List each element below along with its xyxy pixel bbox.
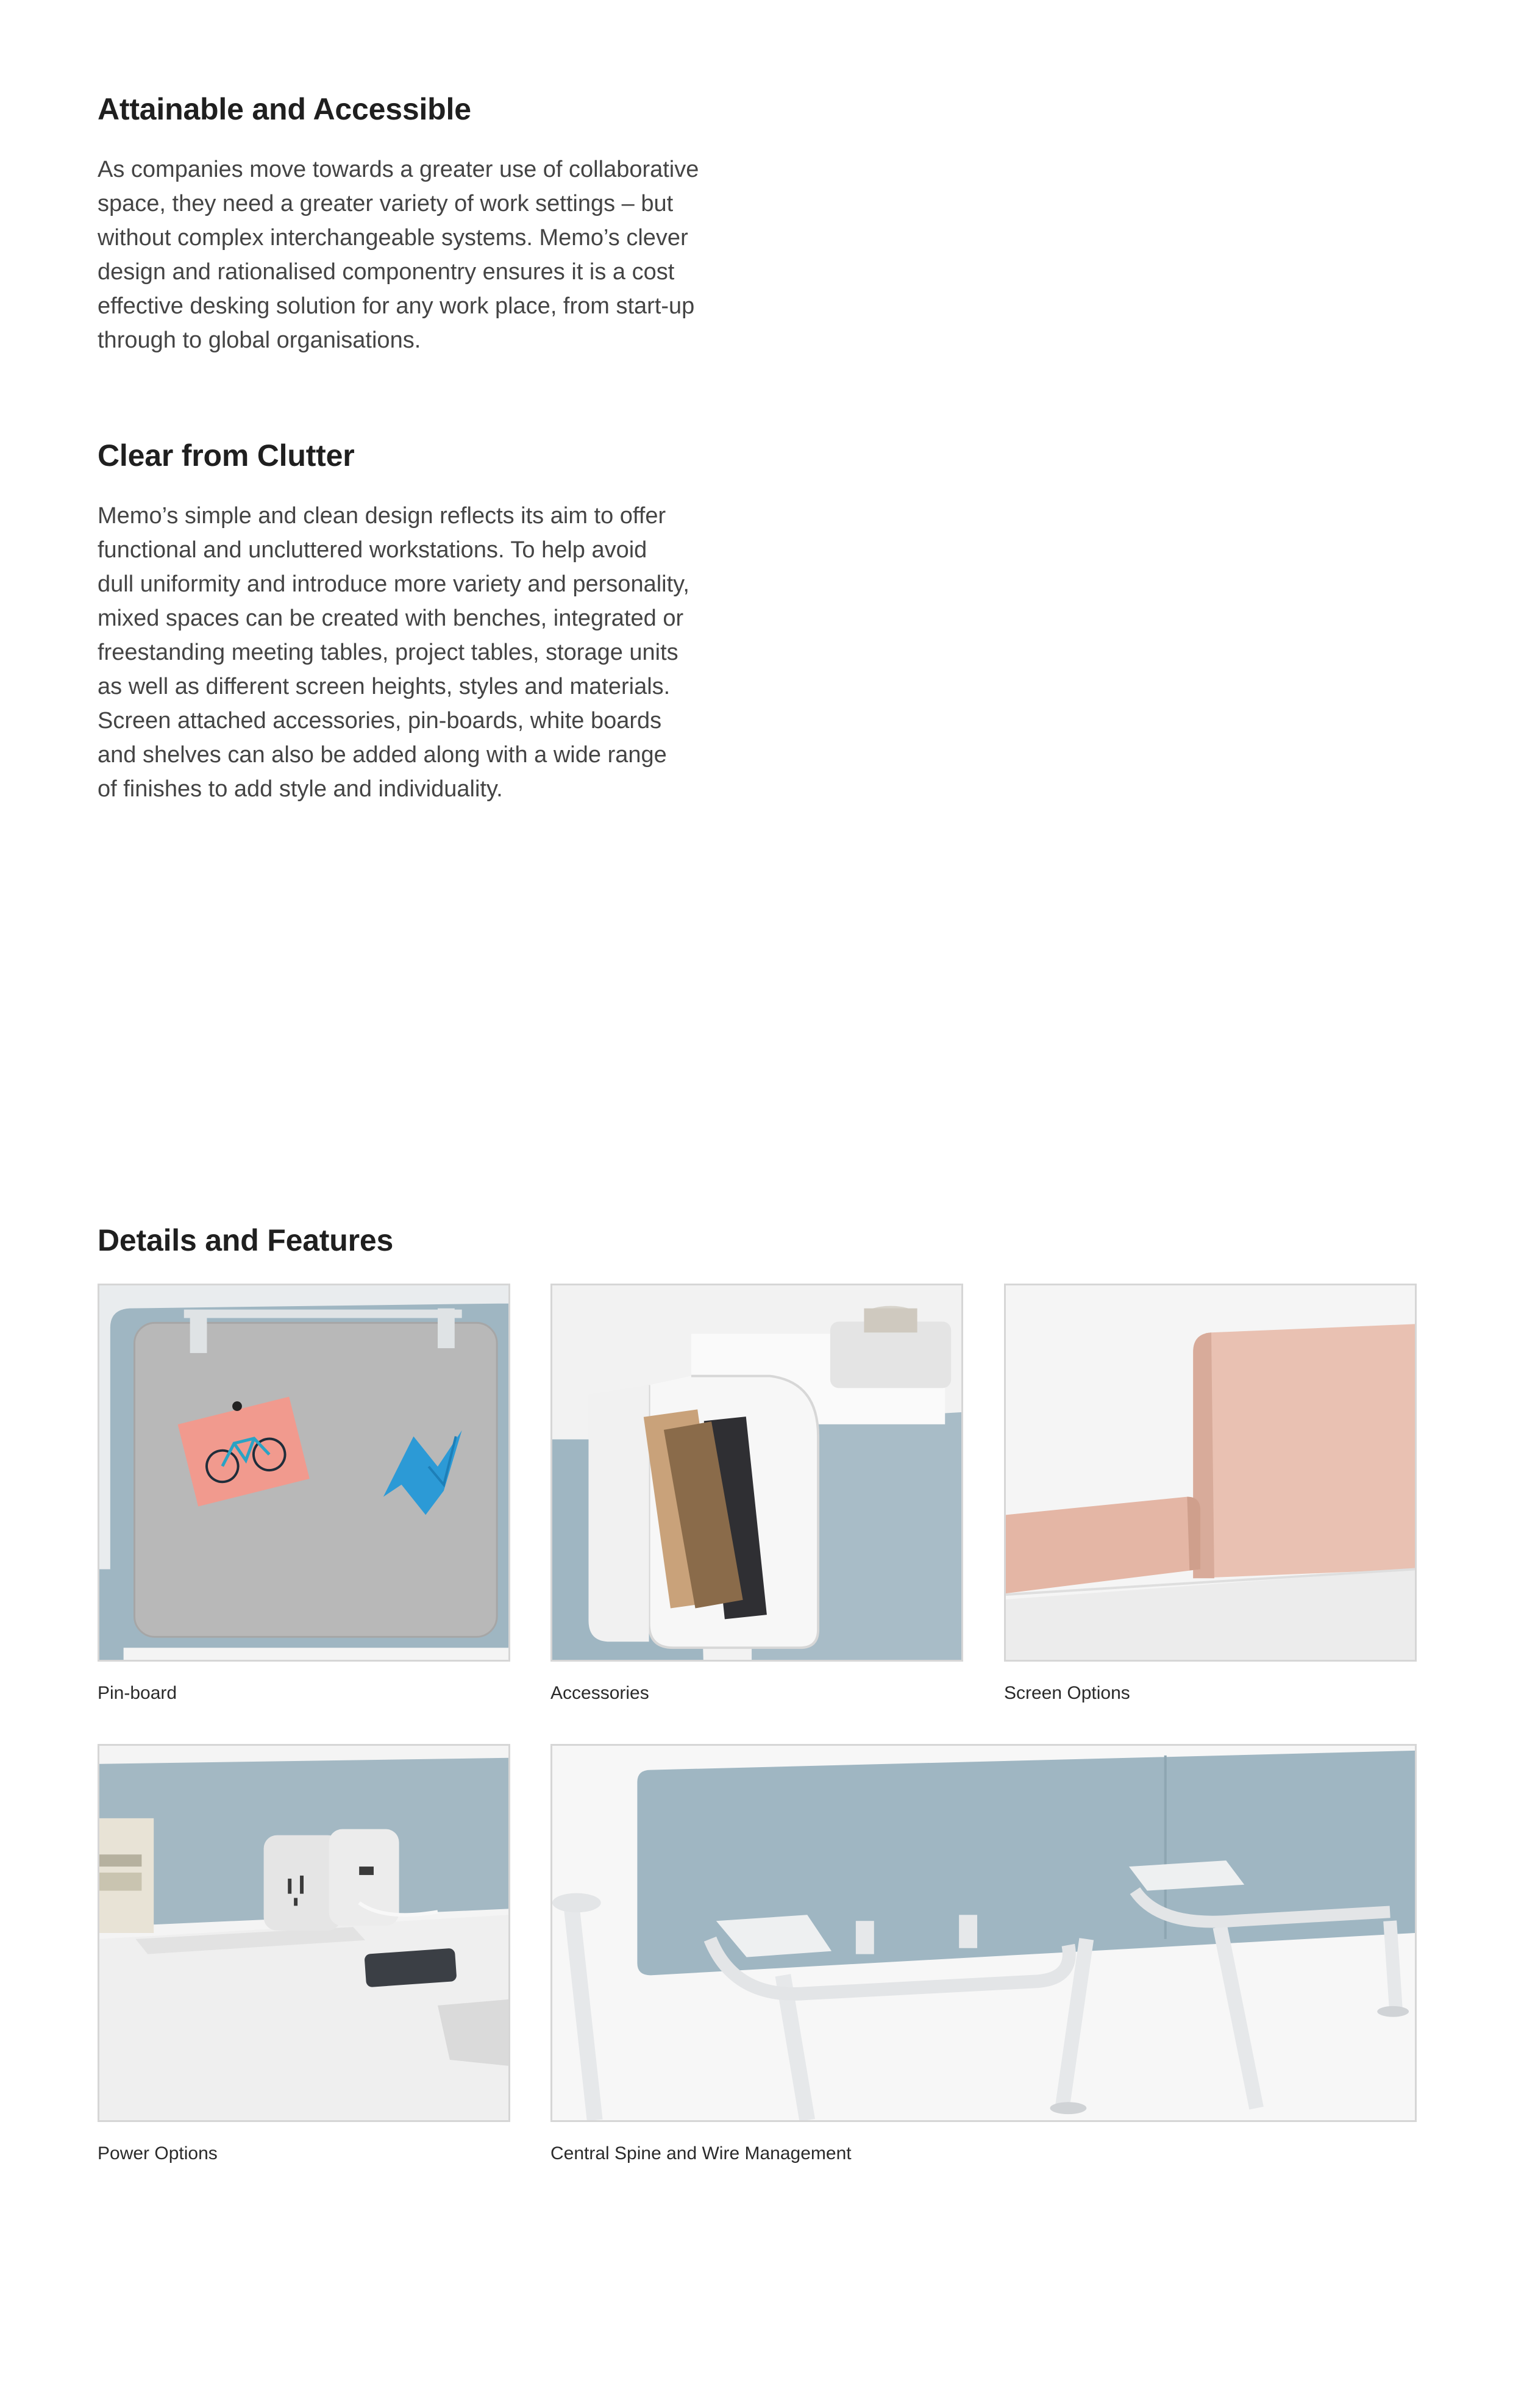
caption-screen-options: Screen Options [1004,1683,1130,1703]
section-body-attainable [98,152,713,357]
body-line: and shelves can also be added along with a wide range [98,742,667,768]
caption-accessories: Accessories [550,1683,649,1703]
section-heading-clutter: Clear from Clutter [98,438,355,473]
body-line: Screen attached accessories, pin-boards, white boards [98,708,662,734]
accessories-photo [550,1284,963,1662]
body-line: of finishes to add style and individuality. [98,776,503,802]
body-line: dull uniformity and introduce more variety and personality, [98,571,689,597]
body-line: without complex interchangeable systems. Memo’s clever [98,225,688,251]
central-spine-photo [550,1744,1417,2122]
caption-pin-board: Pin-board [98,1683,177,1703]
body-line: through to global organisations. [98,327,421,353]
section-heading-features: Details and Features [98,1223,394,1257]
section-body-clutter [98,499,713,806]
section-heading-attainable: Attainable and Accessible [98,92,471,126]
power-options-photo [98,1744,510,2122]
body-line: Memo’s simple and clean design reflects its aim to offer [98,503,666,529]
body-line: As companies move towards a greater use of collaborative [98,157,699,182]
caption-central-spine: Central Spine and Wire Management [550,2143,852,2163]
body-line: freestanding meeting tables, project tables, storage units [98,640,678,665]
body-line: space, they need a greater variety of work settings – but [98,191,674,216]
body-line: functional and uncluttered workstations. To help avoid [98,537,647,563]
pin-board-photo [98,1284,510,1662]
screen-options-photo [1004,1284,1417,1662]
body-line: mixed spaces can be created with benches, integrated or [98,606,684,631]
caption-power-options: Power Options [98,2143,218,2163]
body-line: as well as different screen heights, styles and materials. [98,674,671,699]
body-line: design and rationalised componentry ensures it is a cost [98,259,675,285]
body-line: effective desking solution for any work place, from start-up [98,293,695,319]
